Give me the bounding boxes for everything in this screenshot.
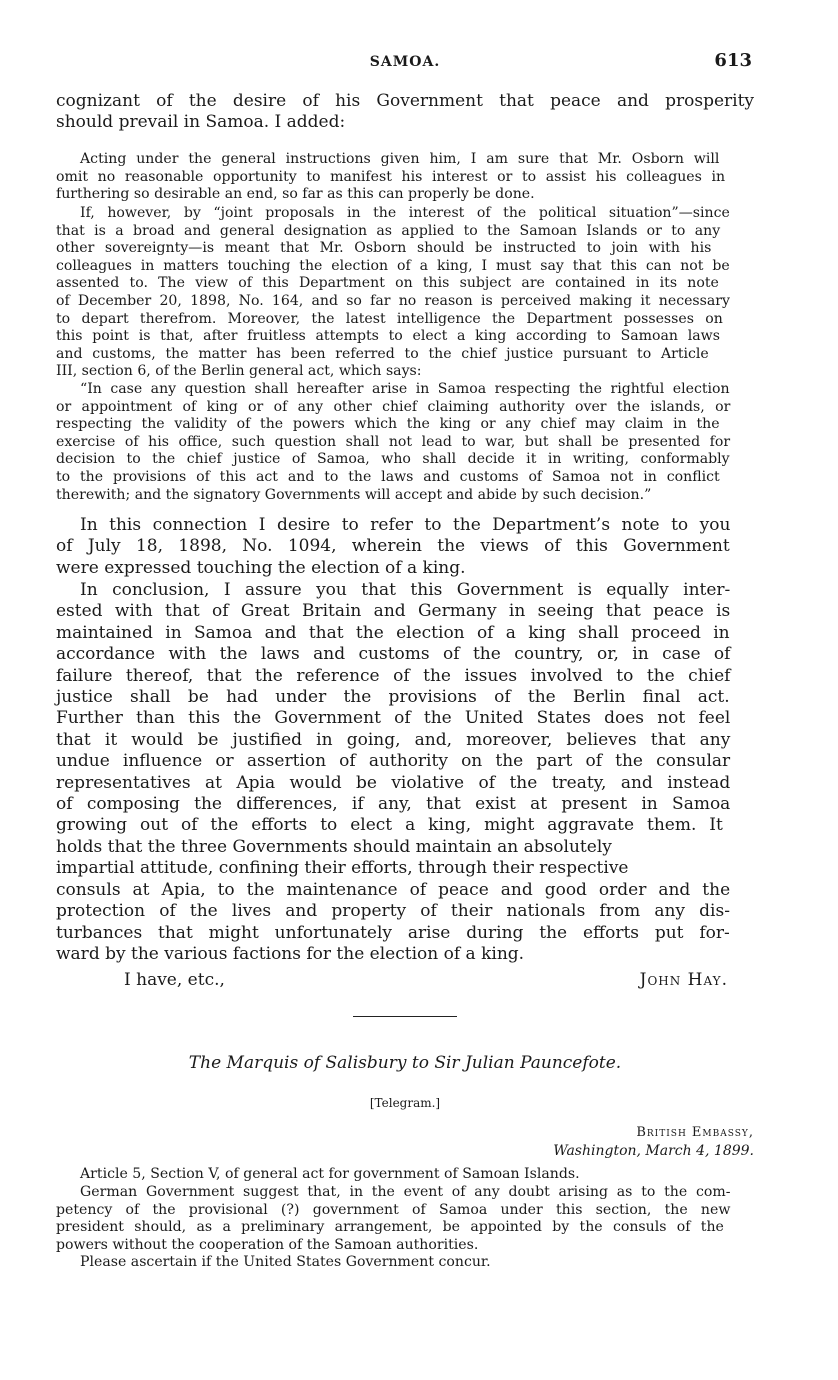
- text-line: colleagues in matters touching the election of a king, I must say that this can not be: [56, 257, 730, 274]
- text-line: accordance with the laws and customs of the country, or, in case of: [56, 644, 731, 665]
- dateline: Washington, March 4, 1899.: [553, 1143, 754, 1159]
- telegram-label: [Telegram.]: [369, 1096, 441, 1110]
- section-divider: [353, 1016, 457, 1017]
- text-line: decision to the chief justice of Samoa, who shall decide it in writing, conformably: [56, 451, 730, 468]
- text-line: If, however, by “joint proposals in the interest of the political situation”—since: [80, 205, 730, 221]
- text-line: Article 5, Section V, of general act for government of Samoan Islands.: [80, 1166, 580, 1182]
- telegram-paragraph-1: [56, 1166, 754, 1184]
- sender-name: British Embassy,: [636, 1125, 754, 1140]
- text-line: of July 18, 1898, No. 1094, wherein the views of this Government: [56, 536, 730, 557]
- text-line: this point is that, after fruitless attempts to elect a king according to Samoan laws: [56, 328, 720, 345]
- text-line: that it would be justified in going, and, moreover, believes that any: [56, 729, 731, 750]
- text-line: turbances that might unfortunately arise during the efforts put for-: [56, 922, 730, 943]
- text-line: Further than this the Government of the United States does not feel: [56, 708, 731, 729]
- text-line: cognizant of the desire of his Government that peace and prosperity: [56, 91, 755, 111]
- telegram-paragraph-2: [56, 1184, 754, 1254]
- text-line: of composing the differences, if any, that exist at present in Samoa: [56, 794, 731, 815]
- text-line: consuls at Apia, to the maintenance of peace and good order and the: [56, 879, 731, 900]
- text-line: petency of the provisional (?) government of Samoa under this section, the new: [56, 1201, 731, 1218]
- text-line: “In case any question shall hereafter arise in Samoa respecting the rightful election: [80, 381, 730, 397]
- text-line: ward by the various factions for the election of a king.: [56, 943, 525, 964]
- quote-paragraph-2: [56, 205, 754, 381]
- text-line: to the provisions of this act and to the laws and customs of Samoa not in conflict: [56, 468, 720, 485]
- text-line: Please ascertain if the United States Government concur.: [80, 1254, 491, 1270]
- text-line: justice shall be had under the provisions of the Berlin final act.: [56, 687, 730, 708]
- text-line: In conclusion, I assure you that this Government is equally inter-: [80, 580, 731, 600]
- text-line: furthering so desirable an end, so far as this can properly be done.: [56, 186, 535, 203]
- text-line: therewith; and the signatory Governments will accept and abide by such decision.”: [56, 486, 652, 503]
- text-line: impartial attitude, confining their efforts, through their respective: [56, 858, 629, 879]
- text-line: maintained in Samoa and that the election of a king shall proceed in: [56, 622, 730, 643]
- text-line: representatives at Apia would be violative of the treaty, and instead: [56, 772, 731, 793]
- conclusion-paragraph: [56, 580, 754, 965]
- text-line: omit no reasonable opportunity to manifest his interest or to assist his colleagues in: [56, 168, 726, 185]
- text-line: to depart therefrom. Moreover, the latest intelligence the Department possesses on: [56, 310, 723, 327]
- page-number: 613: [714, 50, 752, 71]
- text-line: German Government suggest that, in the event of any doubt arising as to the com-: [80, 1184, 731, 1200]
- text-line: were expressed touching the election of a king.: [56, 557, 466, 578]
- text-line: or appointment of king or of any other chief claiming authority over the islands, or: [56, 398, 731, 415]
- text-line: undue influence or assertion of authority on the part of the consular: [56, 751, 731, 772]
- telegram-paragraph-3: [56, 1254, 754, 1272]
- text-line: respecting the validity of the powers which the king or any chief may claim in the: [56, 416, 720, 433]
- closing-phrase: I have, etc.,: [124, 970, 225, 990]
- text-line: growing out of the efforts to elect a king, might aggravate them. It: [56, 815, 723, 836]
- text-line: exercise of his office, such question shall not lead to war, but shall be presented for: [56, 433, 731, 450]
- connection-paragraph: [56, 515, 754, 579]
- quote-paragraph-3: [56, 381, 754, 504]
- text-line: Acting under the general instructions given him, I am sure that Mr. Osborn will: [80, 151, 720, 167]
- text-line: president should, as a preliminary arrangement, be appointed by the consuls of the: [56, 1219, 724, 1236]
- text-line: failure thereof, that the reference of the issues involved to the chief: [56, 665, 731, 686]
- text-line: III, section 6, of the Berlin general act, which says:: [56, 363, 422, 380]
- text-line: assented to. The view of this Department on this subject are contained in its note: [56, 275, 719, 292]
- opening-paragraph: [56, 91, 754, 134]
- text-line: protection of the lives and property of their nationals from any dis-: [56, 901, 730, 922]
- text-line: that is a broad and general designation as applied to the Samoan Islands or to any: [56, 222, 721, 239]
- text-line: In this connection I desire to refer to the Department’s note to you: [80, 515, 731, 535]
- text-line: other sovereignty—is meant that Mr. Osborn should be instructed to join with his: [56, 240, 712, 257]
- text-line: of December 20, 1898, No. 164, and so far no reason is perceived making it necessary: [56, 292, 731, 309]
- sender-block: [553, 1124, 754, 1160]
- signature: John Hay.: [639, 970, 728, 990]
- signature-row: [56, 970, 754, 992]
- quote-paragraph-1: [56, 151, 754, 204]
- text-line: ested with that of Great Britain and Germany in seeing that peace is: [56, 601, 731, 622]
- page-header: [56, 50, 754, 74]
- text-line: and customs, the matter has been referred to the chief justice pursuant to Article: [56, 345, 709, 362]
- text-line: should prevail in Samoa. I added:: [56, 112, 346, 133]
- text-line: powers without the cooperation of the Samoan authorities.: [56, 1236, 479, 1253]
- telegram-title: The Marquis of Salisbury to Sir Julian Pauncefote.: [188, 1053, 622, 1073]
- text-line: holds that the three Governments should maintain an absolutely: [56, 836, 612, 857]
- running-head: SAMOA.: [369, 54, 441, 70]
